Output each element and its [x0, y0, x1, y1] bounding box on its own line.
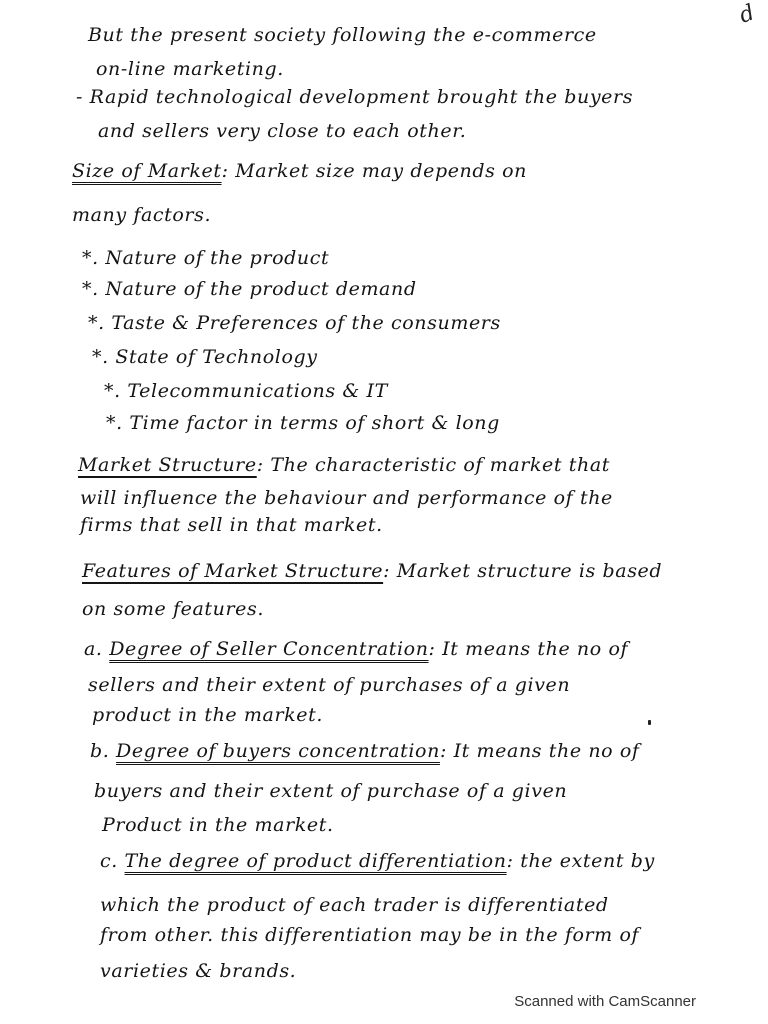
feature-c-title: The degree of product differentiation	[124, 850, 507, 872]
factor-item: *. Nature of the product	[82, 247, 330, 269]
feature-b-prefix: b.	[90, 740, 110, 762]
factor-item: *. Time factor in terms of short & long	[106, 412, 500, 434]
ink-dot	[648, 720, 651, 725]
feature-a-line-1	[84, 638, 628, 660]
feature-a-title: Degree of Seller Concentration	[109, 638, 429, 660]
features-line-2: on some features.	[82, 598, 264, 620]
feature-b-text-1: : It means the no of	[439, 740, 640, 762]
features-line-1	[82, 560, 662, 582]
feature-c-prefix: c.	[100, 850, 118, 872]
size-of-market-line-1	[72, 160, 527, 182]
market-structure-line-2: will influence the behaviour and performance of the	[80, 487, 613, 509]
size-of-market-text-1: : Market size may depends on	[221, 160, 528, 182]
feature-a-line-2: sellers and their extent of purchases of a given	[88, 674, 571, 696]
feature-c-line-4: varieties & brands.	[100, 960, 297, 982]
feature-b-line-1	[90, 740, 640, 762]
features-text-1: : Market structure is based	[383, 560, 663, 582]
factor-item: *. State of Technology	[92, 346, 318, 368]
feature-a-prefix: a.	[84, 638, 103, 660]
features-heading: Features of Market Structure	[82, 560, 384, 582]
feature-b-title: Degree of buyers concentration	[116, 740, 440, 762]
camscanner-watermark: Scanned with CamScanner	[514, 993, 696, 1010]
feature-a-text-1: : It means the no of	[428, 638, 629, 660]
feature-c-line-3: from other. this differentiation may be in the form of	[100, 924, 640, 946]
market-structure-line-1	[78, 454, 610, 476]
feature-b-line-3: Product in the market.	[102, 814, 334, 836]
feature-c-line-1	[100, 850, 655, 872]
factor-item: *. Telecommunications & IT	[104, 380, 388, 402]
market-structure-text-1: : The characteristic of market that	[256, 454, 610, 476]
corner-mark: d	[736, 0, 758, 29]
intro-line-4: and sellers very close to each other.	[98, 120, 467, 142]
market-structure-line-3: firms that sell in that market.	[80, 514, 383, 536]
feature-a-line-3: product in the market.	[92, 704, 323, 726]
size-of-market-heading: Size of Market	[72, 160, 222, 182]
intro-line-1: But the present society following the e-commerce	[88, 24, 597, 46]
market-structure-heading: Market Structure	[78, 454, 257, 476]
intro-line-2: on-line marketing.	[96, 58, 284, 80]
factor-item: *. Taste & Preferences of the consumers	[88, 312, 501, 334]
intro-line-3: - Rapid technological development brought the buyers	[76, 86, 634, 108]
feature-c-line-2: which the product of each trader is differentiated	[100, 894, 609, 916]
size-of-market-line-2: many factors.	[72, 204, 212, 226]
feature-c-text-1: : the extent by	[506, 850, 655, 872]
feature-b-line-2: buyers and their extent of purchase of a given	[94, 780, 568, 802]
factor-item: *. Nature of the product demand	[82, 278, 417, 300]
